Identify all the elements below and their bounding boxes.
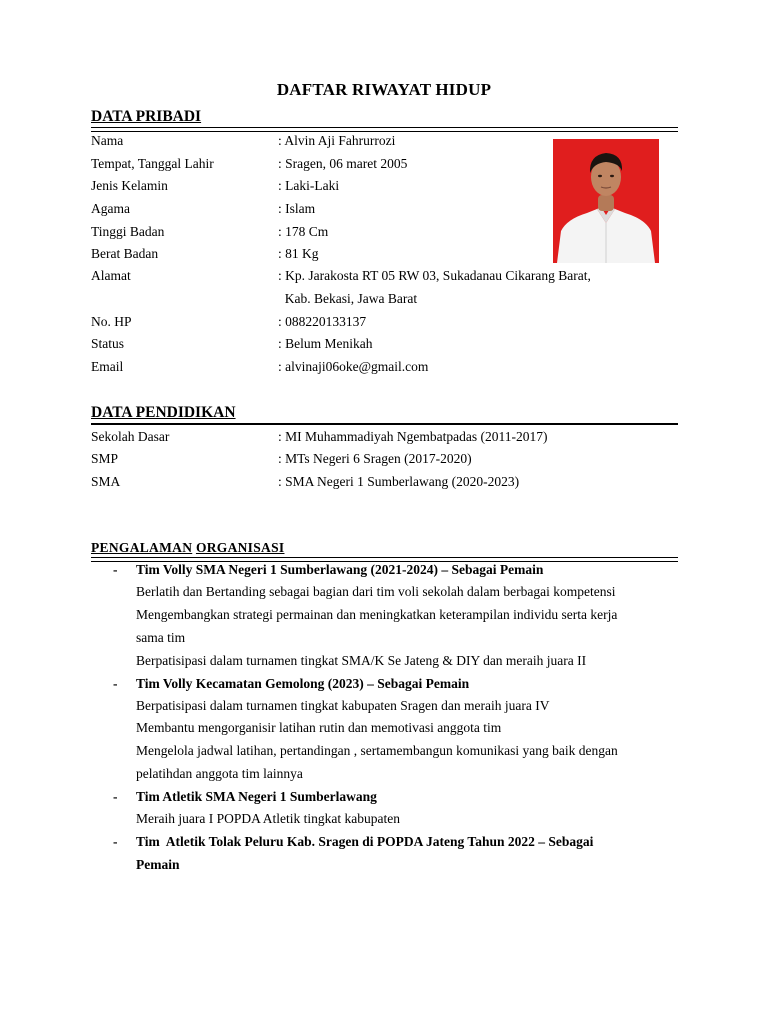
experience-title: Tim Volly Kecamatan Gemolong (2023) – Sebagai Pemain [136,676,470,691]
section-heading-data-pendidikan: DATA PENDIDIKAN [91,404,236,421]
experience-title: Tim Volly SMA Negeri 1 Sumberlawang (2021-2024) – Sebagai Pemain [136,562,544,577]
bullet-dash: - [113,676,118,691]
row-value: : Kp. Jarakosta RT 05 RW 03, Sukadanau Cikarang Barat, [278,268,591,283]
portrait-illustration [553,139,659,263]
row-value: Kab. Bekasi, Jawa Barat [278,291,418,306]
row-value: : Alvin Aji Fahrurrozi [278,133,396,148]
section-heading-pengalaman-organisasi [91,540,284,556]
bullet-dash: - [113,789,118,804]
row-label: Sekolah Dasar [91,429,170,444]
row-value: : 088220133137 [278,314,367,329]
experience-title-continued: Pemain [136,857,180,872]
row-label: No. HP [91,314,132,329]
heading-part: PENGALAMAN [91,540,193,555]
experience-detail: sama tim [136,630,186,645]
row-label: Tinggi Badan [91,224,165,239]
experience-detail: Berlatih dan Bertanding sebagai bagian dari tim voli sekolah dalam berbagai kompetensi [136,584,616,599]
row-value: : alvinaji06oke@gmail.com [278,359,429,374]
experience-detail: Berpatisipasi dalam turnamen tingkat kabupaten Sragen dan meraih juara IV [136,698,550,713]
row-label: Jenis Kelamin [91,178,168,193]
experience-detail: Meraih juara I POPDA Atletik tingkat kabupaten [136,811,400,826]
row-value: : Belum Menikah [278,336,373,351]
row-label: SMA [91,474,121,489]
row-value: : 178 Cm [278,224,329,239]
row-value: : 81 Kg [278,246,319,261]
row-label: SMP [91,451,119,466]
row-value: : MI Muhammadiyah Ngembatpadas (2011-2017) [278,429,548,444]
row-value: : SMA Negeri 1 Sumberlawang (2020-2023) [278,474,520,489]
row-value: : MTs Negeri 6 Sragen (2017-2020) [278,451,472,466]
profile-photo [553,139,659,263]
row-label: Berat Badan [91,246,159,261]
row-label: Agama [91,201,130,216]
row-label: Status [91,336,125,351]
row-label: Nama [91,133,124,148]
row-value: : Sragen, 06 maret 2005 [278,156,408,171]
bullet-dash: - [113,834,118,849]
experience-title: Tim Atletik SMA Negeri 1 Sumberlawang [136,789,377,804]
experience-detail: Berpatisipasi dalam turnamen tingkat SMA/K Se Jateng & DIY dan meraih juara II [136,653,587,668]
experience-detail: Mengembangkan strategi permainan dan meningkatkan keterampilan individu serta kerja [136,607,618,622]
bullet-dash: - [113,562,118,577]
document-title: DAFTAR RIWAYAT HIDUP [276,80,492,99]
experience-detail: Membantu mengorganisir latihan rutin dan memotivasi anggota tim [136,720,502,735]
experience-title: Tim Atletik Tolak Peluru Kab. Sragen di POPDA Jateng Tahun 2022 – Sebagai [136,834,594,849]
row-value: : Islam [278,201,316,216]
heading-part: ORGANISASI [195,540,285,555]
section-heading-data-pribadi: DATA PRIBADI [91,108,202,125]
experience-detail: pelatihdan anggota tim lainnya [136,766,303,781]
experience-detail: Mengelola jadwal latihan, pertandingan , sertamembangun komunikasi yang baik dengan [136,743,618,758]
row-label: Alamat [91,268,131,283]
section-divider [91,423,678,425]
section-divider [91,127,678,132]
row-label: Tempat, Tanggal Lahir [91,156,214,171]
row-value: : Laki-Laki [278,178,340,193]
row-label: Email [91,359,124,374]
